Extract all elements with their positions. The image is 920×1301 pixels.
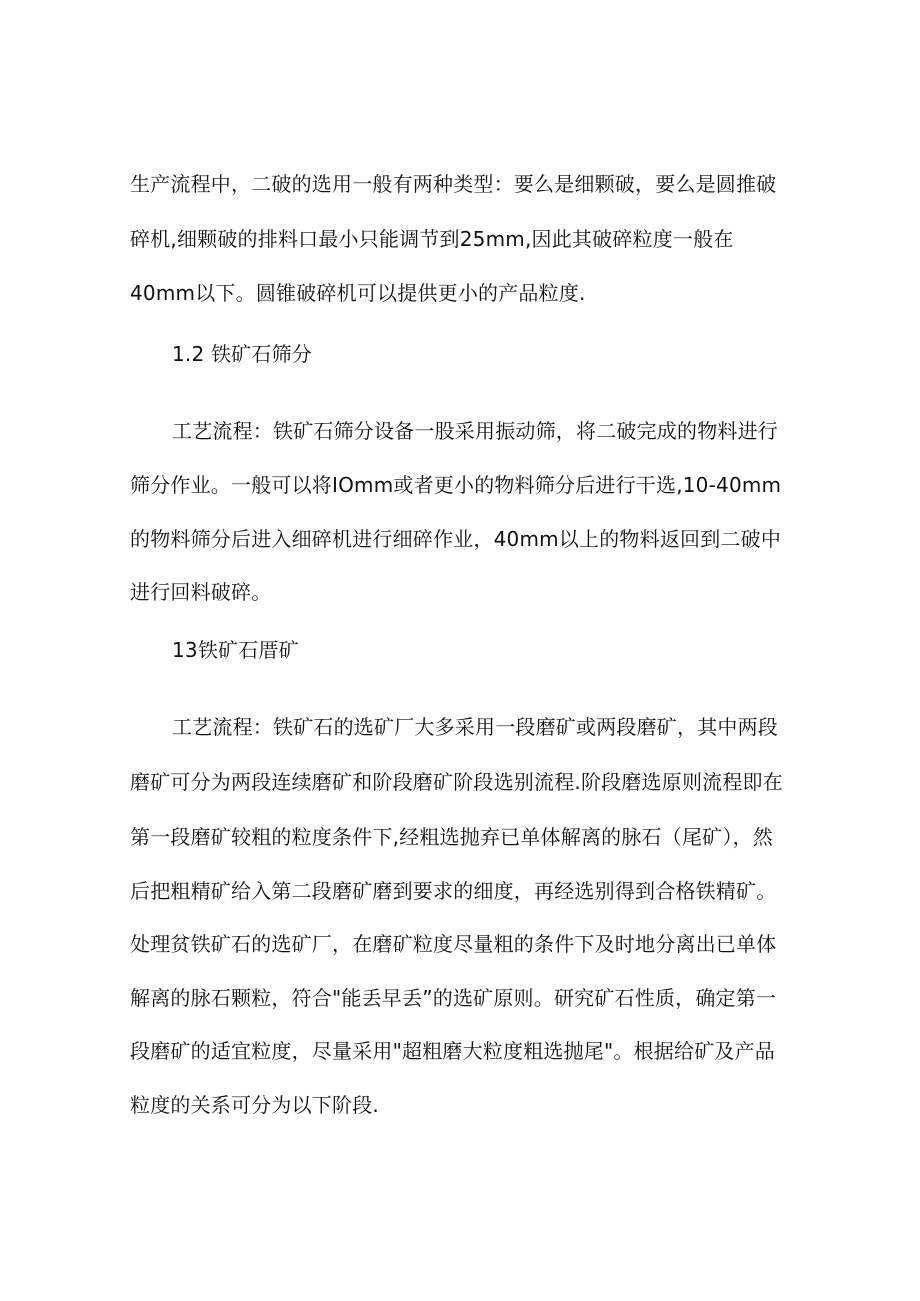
section-heading-1-3: 13铁矿石厝矿	[172, 638, 299, 662]
paragraph-2-line-4: 进行回料破碎。	[130, 580, 272, 604]
paragraph-1-line-1: 生产流程中，二破的选用一般有两种类型：要么是细颗破，要么是圆推破	[130, 172, 777, 196]
paragraph-2-line-1: 工艺流程：铁矿石筛分设备一股采用振动筛，将二破完成的物料进行	[172, 419, 778, 443]
paragraph-3-line-3: 第一段磨矿较粗的粒度条件下,经粗选抛弃已单体解离的脉石（尾矿），然	[130, 825, 773, 849]
paragraph-3-line-7: 段磨矿的适宜粒度，尽量采用"超粗磨大粒度粗选抛尾"。根据给矿及产品	[130, 1039, 775, 1063]
paragraph-3-line-1: 工艺流程：铁矿石的选矿厂大多采用一段磨矿或两段磨矿，其中两段	[172, 715, 778, 739]
paragraph-3-line-5: 处理贫铁矿石的选矿厂，在磨矿粒度尽量粗的条件下及时地分离出已单体	[130, 932, 777, 956]
paragraph-1-line-2: 碎机,细颗破的排料口最小只能调节到25mm,因此其破碎粒度一般在	[130, 227, 734, 251]
paragraph-3-line-6: 解离的脉石颗粒，符合"能丢早丢”的选矿原则。研究矿石性质，确定第一	[130, 986, 777, 1010]
paragraph-2-line-3: 的物料筛分后进入细碎机进行细碎作业，40mm以上的物料返回到二破中	[130, 527, 782, 551]
paragraph-1-line-3: 40mm以下。圆锥破碎机可以提供更小的产品粒度.	[130, 281, 586, 305]
paragraph-3-line-8: 粒度的关系可分为以下阶段.	[130, 1093, 379, 1117]
paragraph-2-line-2: 筛分作业。一般可以将IOmm或者更小的物料筛分后进行干选,10-40mm	[130, 473, 782, 497]
section-heading-1-2: 1.2 铁矿石筛分	[172, 342, 312, 366]
paragraph-3-line-2: 磨矿可分为两段连续磨矿和阶段磨矿阶段选别流程.阶段磨选原则流程即在	[130, 770, 783, 794]
paragraph-3-line-4: 后把粗精矿给入第二段磨矿磨到要求的细度，再经选别得到合格铁精矿。	[130, 879, 777, 903]
